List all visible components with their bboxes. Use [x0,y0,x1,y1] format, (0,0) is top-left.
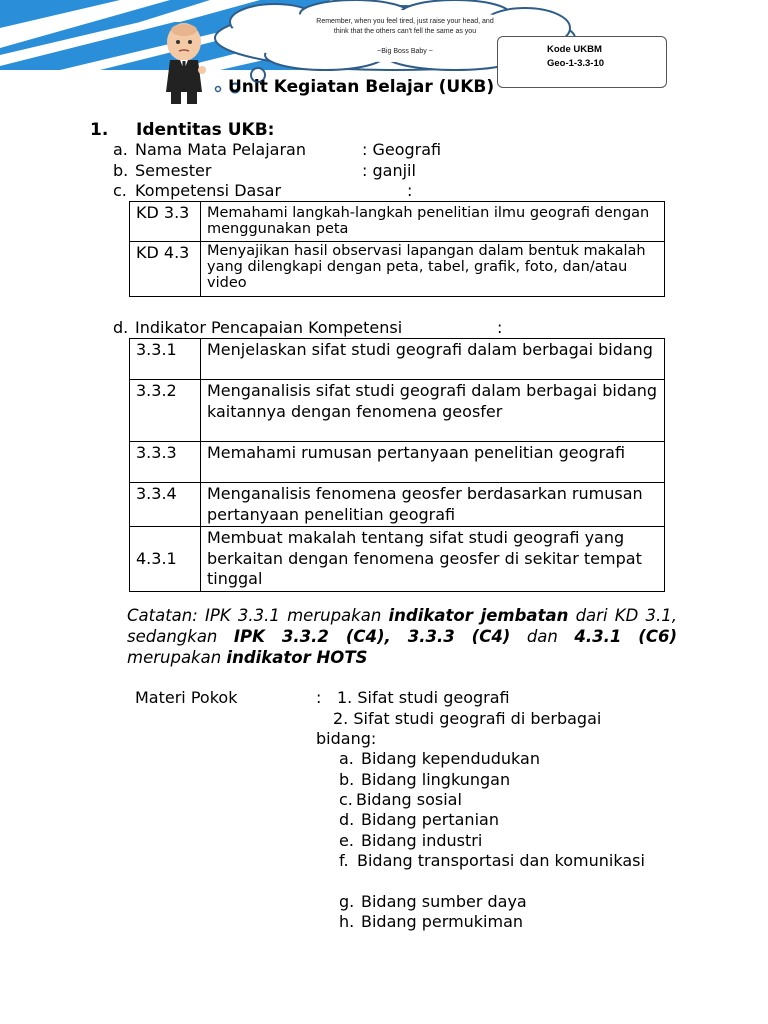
catatan-bold: indikator HOTS [226,648,368,667]
ipk-code: 3.3.1 [130,339,201,380]
kd-text: Memahami langkah-langkah penelitian ilmu geografi dengan menggunakan peta [201,202,665,242]
section-number: 1. [90,120,109,140]
kode-value: Geo-1-3.3-10 [547,58,605,69]
table-row [130,339,665,380]
materi-colon: : [316,688,322,707]
indikator-colon: : [497,318,503,337]
table-row [130,442,665,483]
catatan-text: Catatan: IPK 3.3.1 merupakan [127,606,389,625]
sub-letter: e. [339,831,354,850]
table-row [130,380,665,442]
quote-line-1: Remember, when you feel tired, just raise your head, and [316,18,494,25]
kd-text: Menyajikan hasil observasi lapangan dalam bentuk makalah yang dilengkapi dengan peta, tabel, grafik, foto, dan/atau video [201,242,665,297]
section-heading: Identitas UKB: [136,120,275,140]
catatan-text: merupakan [127,648,227,667]
materi-item-1: 1. Sifat studi geografi [337,688,510,707]
sub-letter: h. [339,912,355,931]
table-row [130,527,665,592]
ipk-text: Menganalisis sifat studi geografi dalam berbagai bidang kaitannya dengan fenomena geosfer [201,380,665,442]
indikator-label: Indikator Pencapaian Kompetensi [135,318,403,337]
materi-item-2: 2. Sifat studi geografi di berbagai [333,709,602,728]
sub-letter: c. [339,790,353,809]
sub-item: Bidang industri [361,831,483,850]
boss-baby-illustration [158,20,210,106]
catatan-bold: indikator jembatan [388,606,569,625]
quote-author: ~Big Boss Baby ~ [377,48,433,55]
table-row [130,483,665,527]
item-label-kd: Kompetensi Dasar [135,181,282,200]
item-label-semester: Semester [135,161,212,180]
table-row [130,202,665,242]
sub-item: Bidang lingkungan [361,770,511,789]
sub-item: Bidang sosial [356,790,462,809]
catatan-bold: 4.3.1 (C6) [574,627,677,646]
item-letter-c: c. [113,181,127,200]
sub-item-text: Bidang transportasi dan komunikasi [357,851,645,870]
item-letter-a: a. [113,140,128,159]
item-value-mapel: : Geografi [362,140,442,159]
ipk-text: Menganalisis fenomena geosfer berdasarkan rumusan pertanyaan penelitian geografi [201,483,665,527]
item-value-semester: : ganjil [362,161,416,180]
catatan-text: dan [510,627,575,646]
document-title: Unit Kegiatan Belajar (UKB) [228,77,495,97]
ipk-table [129,338,665,592]
sub-item: Bidang sumber daya [361,892,527,911]
sub-letter: d. [339,810,355,829]
ipk-code: 4.3.1 [130,527,201,592]
catatan-text: dari KD 3.1, sedangkan [127,606,677,646]
kd-code: KD 4.3 [130,242,201,297]
ipk-code: 3.3.2 [130,380,201,442]
sub-item: Bidang pertanian [361,810,499,829]
ipk-text: Memahami rumusan pertanyaan penelitian geografi [201,442,665,483]
sub-letter: g. [339,892,355,911]
item-value-kd: : [407,181,413,200]
quote-line-2: think that the others can't fell the same as you [333,28,477,35]
sub-letter: b. [339,770,355,789]
item-letter-b: b. [113,161,129,180]
ipk-text: Membuat makalah tentang sifat studi geografi yang berkaitan dengan fenomena geosfer di sekitar tempat tinggal [201,527,665,592]
sub-letter: f. [339,851,349,870]
ipk-code: 3.3.4 [130,483,201,527]
catatan-note [127,605,677,668]
item-letter-d: d. [113,318,129,337]
sub-item: Bidang permukiman [361,912,524,931]
sub-letter: a. [339,749,354,768]
kd-code: KD 3.3 [130,202,201,242]
item-label-mapel: Nama Mata Pelajaran [135,140,306,159]
sub-item: Bidang kependudukan [361,749,540,768]
catatan-bold: IPK 3.3.2 (C4), 3.3.3 (C4) [233,627,511,646]
materi-item-2-cont: bidang: [316,729,377,748]
kode-label: Kode UKBM [547,44,602,55]
sub-item [357,851,677,871]
ipk-code: 3.3.3 [130,442,201,483]
kd-table [129,201,665,297]
table-row [130,242,665,297]
ipk-text: Menjelaskan sifat studi geografi dalam berbagai bidang [201,339,665,380]
materi-label: Materi Pokok [135,688,238,707]
